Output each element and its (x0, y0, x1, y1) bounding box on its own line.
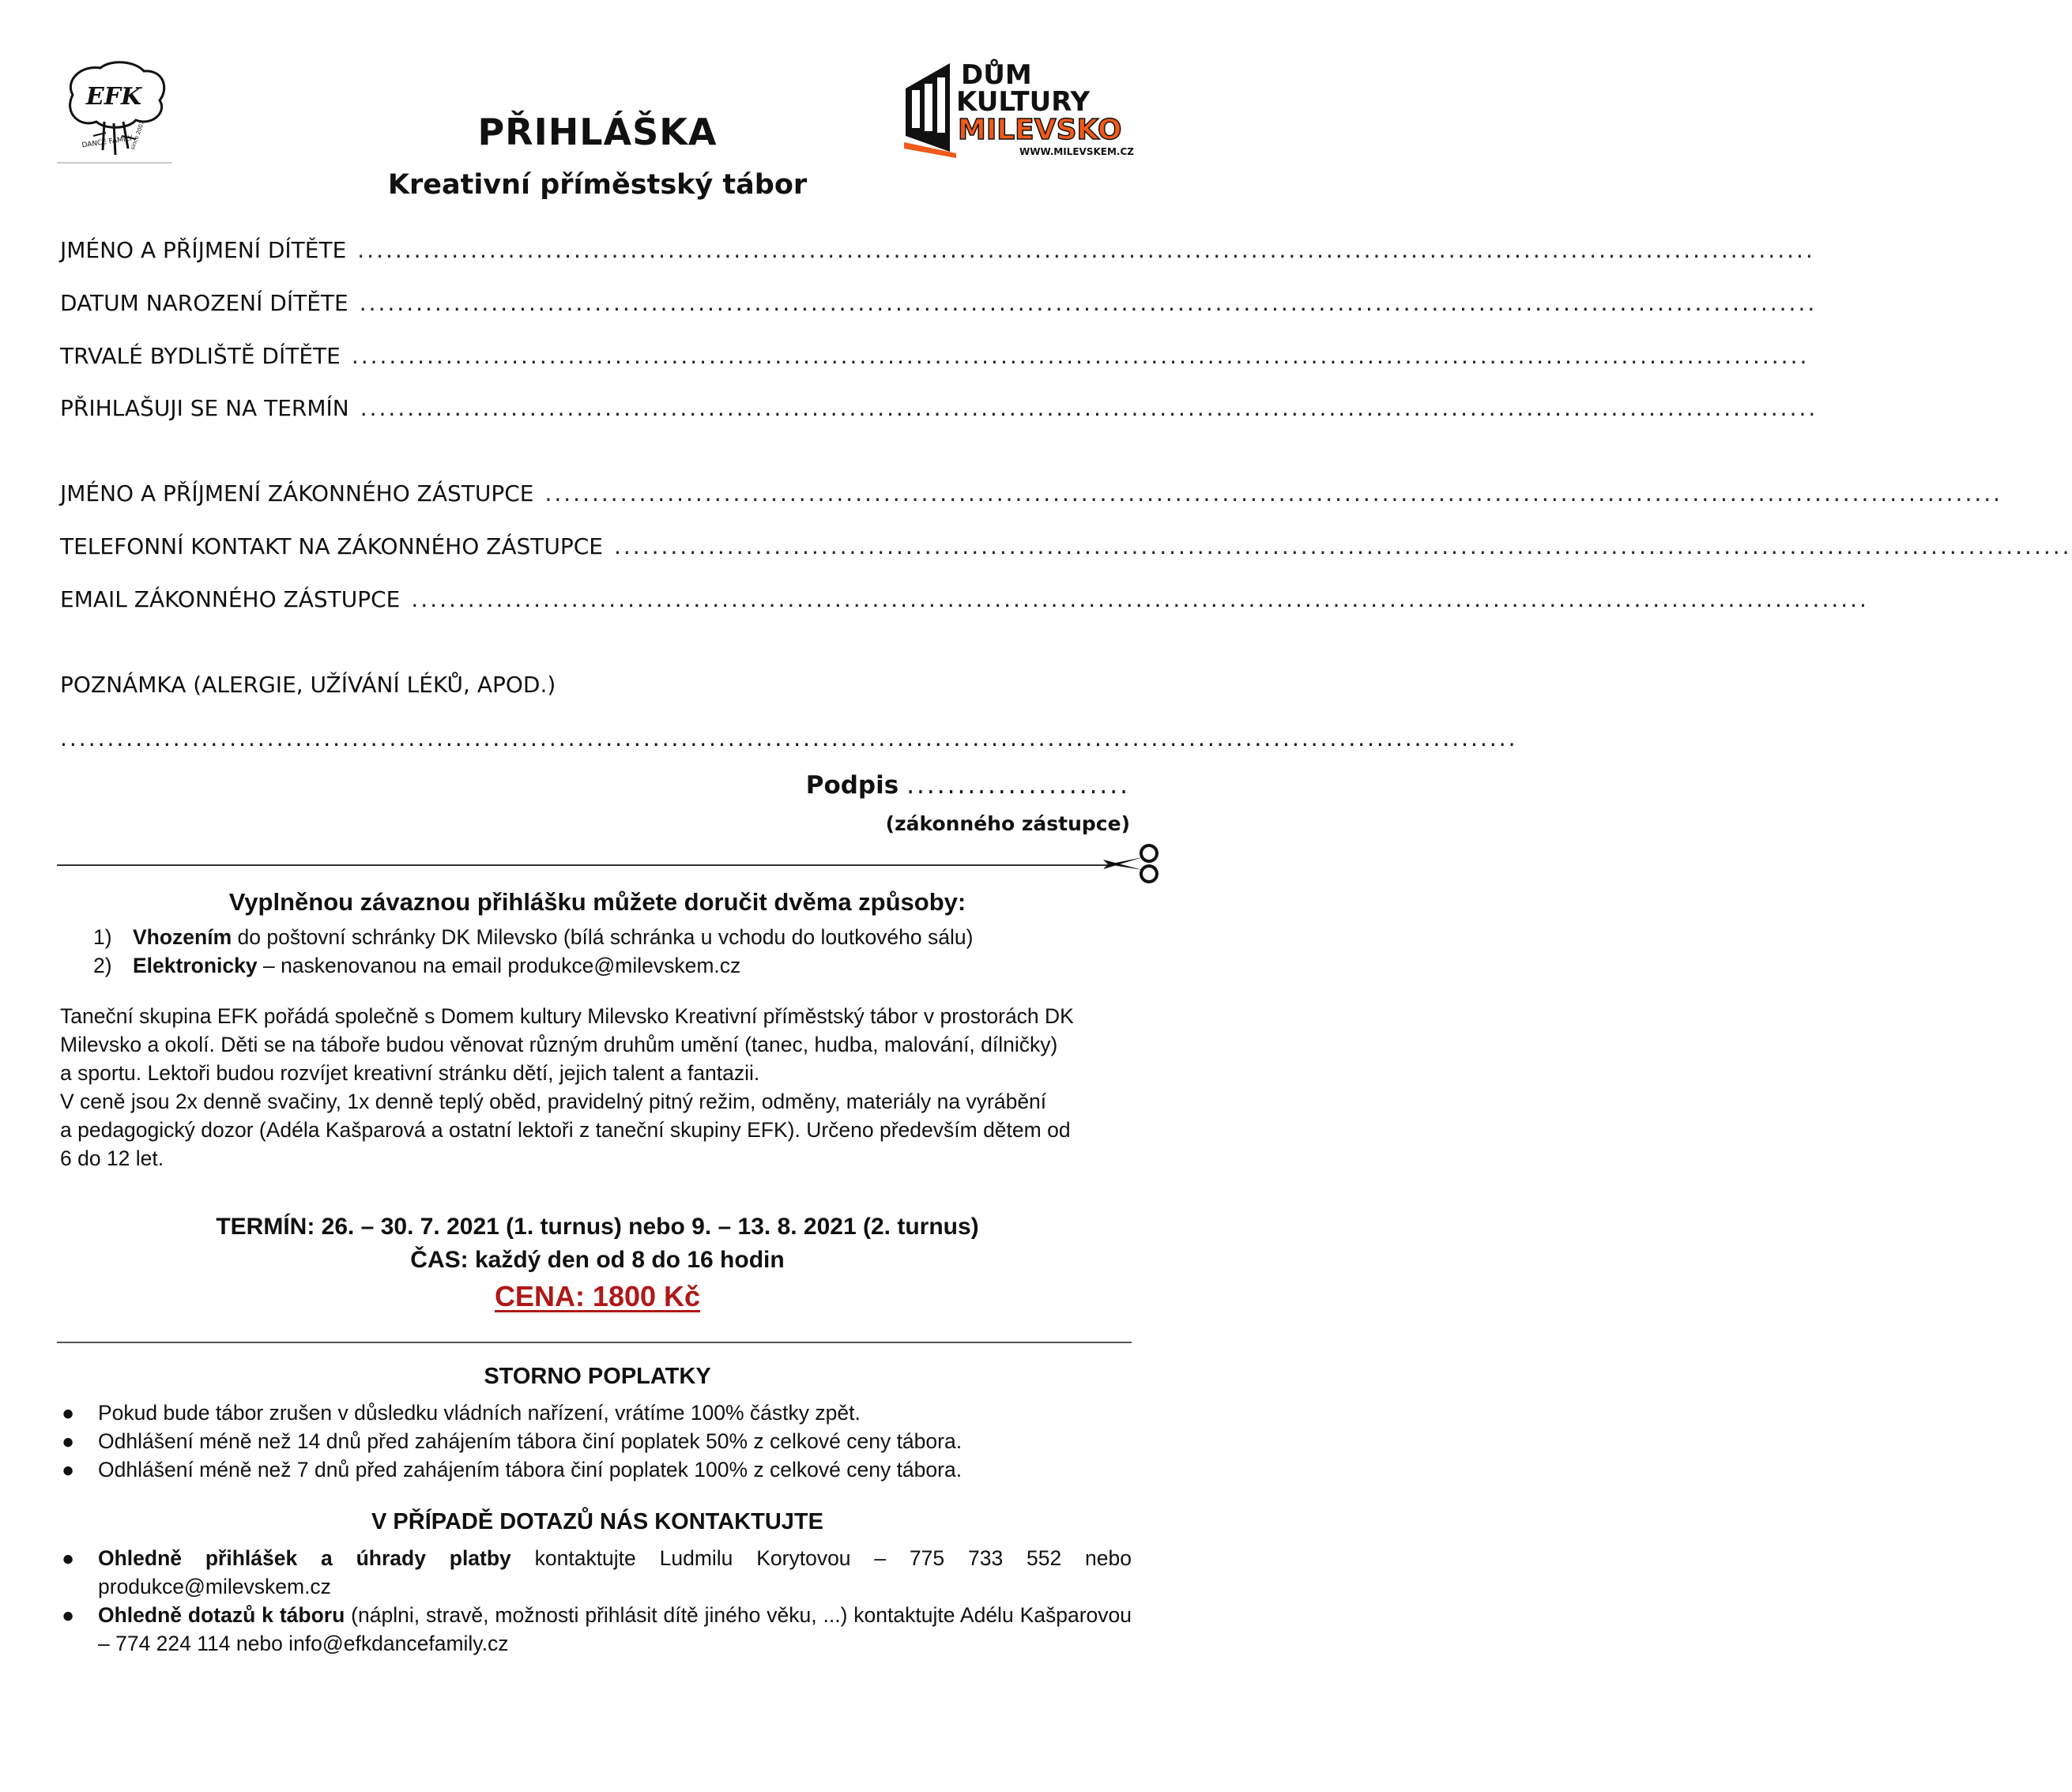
field-child-address[interactable] (60, 343, 1810, 369)
field-term[interactable] (60, 395, 1818, 421)
efk-logo-year: since 2007 (129, 119, 146, 151)
fill-in-dots: ........................................................................................................................................................... (359, 290, 1818, 316)
field-guardian-email[interactable] (60, 586, 1869, 612)
efk-logo-subtext: DANCE FAMILY (81, 134, 134, 150)
bullet-icon: ● (62, 1401, 75, 1425)
fill-in-dots: ........................................................................................................................................................... (613, 533, 2072, 559)
section-divider (57, 1342, 1132, 1343)
storno-list (60, 1399, 1132, 1484)
fill-in-dots: ........................................................................................................................................................... (351, 343, 1810, 369)
fill-in-dots: ........................................................................................................................................................... (360, 395, 1818, 421)
list-item (60, 1399, 1132, 1427)
dk-logo-url: WWW.MILEVSKEM.CZ (1019, 146, 1134, 157)
signature-dots: ...................... (906, 771, 1130, 800)
field-label: EMAIL ZÁKONNÉHO ZÁSTUPCE (60, 586, 401, 612)
signature-field[interactable] (806, 771, 1130, 800)
dk-logo-line1: DŮM (961, 59, 1032, 91)
field-guardian-name[interactable] (60, 480, 2003, 506)
fill-in-dots: ........................................................................................................................................................... (357, 237, 1815, 263)
list-item (60, 1427, 1132, 1455)
field-label: TELEFONNÍ KONTAKT NA ZÁKONNÉHO ZÁSTUPCE (60, 533, 603, 559)
cut-line (57, 864, 1109, 866)
field-label: TRVALÉ BYDLIŠTĚ DÍTĚTE (60, 343, 341, 369)
field-label: POZNÁMKA (ALERGIE, UŽÍVÁNÍ LÉKŮ, APOD.) (60, 672, 556, 698)
delivery-method-name: Elektronicky (133, 954, 258, 977)
contact-heading: V PŘÍPADĚ DOTAZŮ NÁS KONTAKTUJTE (371, 1509, 823, 1534)
efk-logo-text: EFK (85, 83, 142, 111)
storno-heading: STORNO POPLATKY (484, 1364, 711, 1389)
camp-description (60, 1002, 1132, 1173)
list-item (60, 1455, 1132, 1484)
storno-item-text: Odhlášení méně než 7 dnů před zahájením tábora činí poplatek 100% z celkové ceny tábora. (98, 1458, 963, 1481)
bullet-icon: ● (62, 1429, 75, 1453)
list-item (93, 923, 1136, 951)
list-number: 1) (93, 925, 112, 949)
list-item (60, 1601, 1132, 1658)
delivery-method-name: Vhozením (133, 925, 232, 949)
field-guardian-phone[interactable] (60, 533, 2072, 559)
contact-topic: Ohledně dotazů k táboru (98, 1603, 345, 1627)
storno-item-text: Odhlášení méně než 14 dnů před zahájením tábora činí poplatek 50% z celkové ceny tábora. (98, 1429, 963, 1453)
page-subtitle: Kreativní příměstský tábor (387, 169, 808, 201)
delivery-method-text: do poštovní schránky DK Milevsko (bílá schránka u vchodu do loutkového sálu) (232, 925, 974, 949)
contact-topic: Ohledně přihlášek a úhrady platby (98, 1546, 511, 1570)
description-line: V ceně jsou 2x denně svačiny, 1x denně teplý oběd, pravidelný pitný režim, odměny, materiály na vyrábění (60, 1090, 1047, 1113)
dk-logo-line2: KULTURY (956, 86, 1091, 118)
delivery-heading: Vyplněnou závaznou přihlášku můžete doručit dvěma způsoby: (228, 888, 966, 916)
field-label: PŘIHLAŠUJI SE NA TERMÍN (60, 395, 349, 421)
page-title: PŘIHLÁŠKA (477, 111, 718, 153)
list-number: 2) (93, 954, 112, 977)
scissors-icon (1100, 842, 1163, 885)
description-line: a sportu. Lektoři budou rozvíjet kreativní stránku dětí, jejich talent a fantazii. (60, 1061, 760, 1085)
list-item (93, 951, 1136, 980)
fill-in-dots: ........................................................................................................................................................... (544, 480, 2003, 506)
camp-price: CENA: 1800 Kč (494, 1280, 701, 1312)
delivery-method-text: – naskenovanou na email produkce@milevskem.cz (257, 954, 741, 977)
description-line: Milevsko a okolí. Děti se na táboře budou věnovat různým druhům umění (tanec, hudba, malování, dílničky) (60, 1033, 1058, 1056)
field-note-line[interactable]: ........................................................................................................................................................... (60, 725, 1518, 751)
field-label: JMÉNO A PŘÍJMENÍ ZÁKONNÉHO ZÁSTUPCE (60, 480, 534, 506)
camp-term: TERMÍN: 26. – 30. 7. 2021 (1. turnus) nebo 9. – 13. 8. 2021 (2. turnus) (216, 1214, 979, 1240)
contact-text: (náplni, stravě, možnosti přihlásit dítě jiného věku, ...) kontaktujte Adélu Kašparovou – 774 224 114 nebo info@efkdancefamily.cz (98, 1603, 1132, 1655)
description-line: Taneční skupina EFK pořádá společně s Domem kultury Milevsko Kreativní příměstský tábor v prostorách DK (60, 1004, 1074, 1028)
contact-text: kontaktujte Ludmilu Korytovou – 775 733 552 nebo produkce@milevskem.cz (98, 1546, 1132, 1598)
field-label: DATUM NAROZENÍ DÍTĚTE (60, 290, 348, 316)
field-child-birthdate[interactable] (60, 290, 1818, 316)
bullet-icon: ● (62, 1603, 75, 1627)
description-line: a pedagogický dozor (Adéla Kašparová a ostatní lektoři z taneční skupiny EFK). Určeno především dětem od (60, 1118, 1071, 1142)
field-child-name[interactable] (60, 237, 1815, 263)
signature-label: Podpis (805, 771, 899, 800)
dk-logo-line3: MILEVSKO (958, 114, 1122, 146)
bullet-icon: ● (62, 1458, 75, 1481)
camp-time: ČAS: každý den od 8 do 16 hodin (410, 1247, 785, 1273)
field-note-label (60, 672, 1124, 698)
storno-item-text: Pokud bude tábor zrušen v důsledku vládních nařízení, vrátíme 100% částky zpět. (98, 1401, 861, 1425)
contact-list (60, 1544, 1132, 1658)
bullet-icon: ● (62, 1546, 75, 1570)
fill-in-dots: ........................................................................................................................................................... (411, 586, 1869, 612)
field-label: JMÉNO A PŘÍJMENÍ DÍTĚTE (60, 237, 347, 263)
delivery-list (93, 923, 1136, 980)
description-line: 6 do 12 let. (60, 1146, 164, 1170)
list-item (60, 1544, 1132, 1601)
signature-sublabel: (zákonného zástupce) (885, 812, 1130, 835)
